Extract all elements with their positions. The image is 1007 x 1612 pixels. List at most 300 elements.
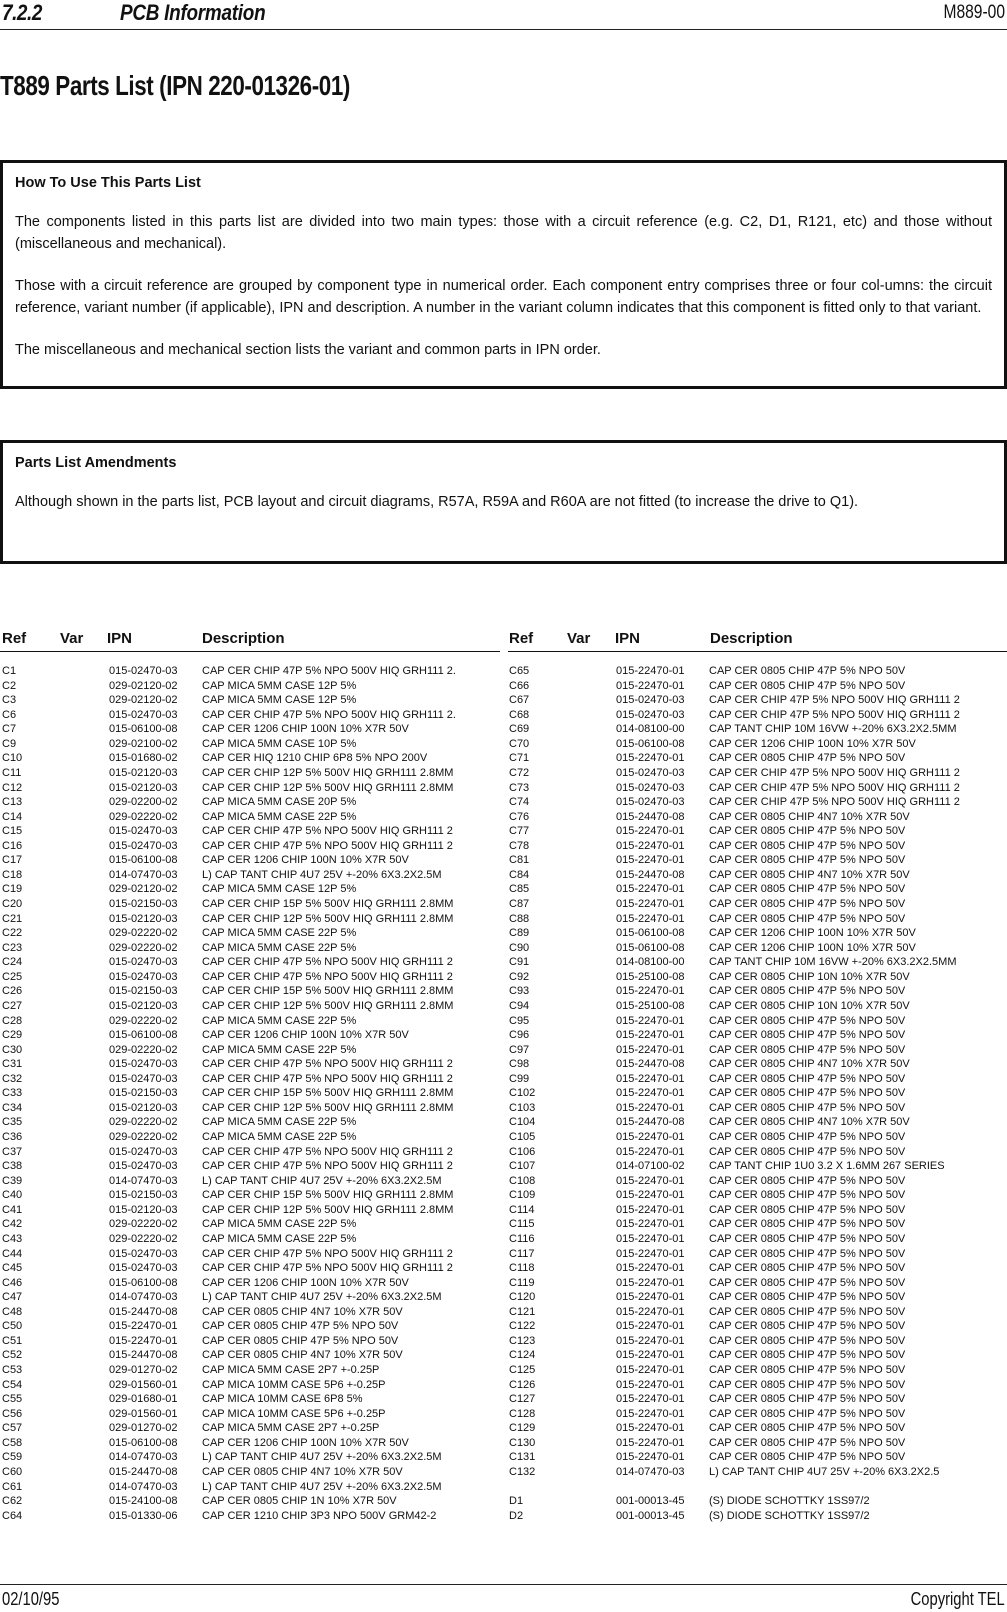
- table-row: [2, 1465, 502, 1480]
- part-ref: C37: [2, 1145, 23, 1158]
- part-description: CAP CER 0805 CHIP 47P 5% NPO 50V: [709, 1072, 906, 1085]
- part-description: CAP CER CHIP 47P 5% NPO 500V HIQ GRH111 2: [202, 825, 453, 838]
- part-ipn: 014-07470-03: [616, 1465, 685, 1478]
- part-ref: C107: [509, 1160, 536, 1173]
- part-ipn: 029-02220-02: [109, 1043, 178, 1056]
- table-row: [509, 926, 1007, 941]
- part-ipn: 015-02120-03: [109, 766, 178, 779]
- part-description: CAP CER 0805 CHIP 47P 5% NPO 50V: [202, 1320, 399, 1333]
- part-ipn: 015-02470-03: [109, 825, 178, 838]
- table-row: [509, 1247, 1007, 1262]
- part-ipn: 015-06100-08: [109, 1029, 178, 1042]
- part-ipn: 029-02120-02: [109, 883, 178, 896]
- table-row: [509, 693, 1007, 708]
- part-ref: C23: [2, 941, 23, 954]
- part-description: CAP TANT CHIP 10M 16VW +-20% 6X3.2X2.5MM: [709, 956, 957, 969]
- part-ipn: 015-22470-01: [616, 1364, 685, 1376]
- page-footer: [0, 1584, 1007, 1612]
- table-row: [509, 1014, 1007, 1029]
- part-description: CAP CER 0805 CHIP 47P 5% NPO 50V: [709, 1145, 906, 1158]
- part-ipn: 015-24100-08: [109, 1495, 178, 1508]
- part-ipn: 015-06100-08: [109, 854, 178, 867]
- right-header-rule: [508, 651, 1007, 652]
- part-ipn: 014-07470-03: [109, 1174, 178, 1187]
- part-ipn: 029-02220-02: [109, 1232, 178, 1245]
- table-row: [2, 1115, 502, 1130]
- part-ipn: 015-24470-08: [616, 868, 685, 881]
- part-description: CAP CER CHIP 47P 5% NPO 500V HIQ GRH111 2: [202, 1072, 453, 1085]
- part-ref: C91: [509, 956, 530, 969]
- part-ref: C97: [509, 1043, 530, 1056]
- part-ref: C85: [509, 883, 530, 896]
- part-description: CAP CER 0805 CHIP 4N7 10% X7R 50V: [202, 1305, 403, 1318]
- part-ipn: 015-06100-08: [109, 723, 178, 736]
- part-description: CAP CER 0805 CHIP 4N7 10% X7R 50V: [202, 1349, 403, 1362]
- part-ref: C6: [2, 708, 17, 721]
- part-ipn: 015-22470-01: [616, 985, 685, 998]
- right-parts-column: [509, 664, 1007, 1523]
- table-row: [509, 1509, 1007, 1524]
- part-ipn: 029-02220-02: [109, 1116, 178, 1129]
- part-ref: C122: [509, 1320, 536, 1333]
- part-ipn: 014-07470-03: [109, 1291, 178, 1304]
- table-row: [2, 1145, 502, 1160]
- part-description: CAP CER CHIP 47P 5% NPO 500V HIQ GRH111 2: [709, 708, 960, 721]
- table-row: [2, 679, 502, 694]
- table-row: [2, 1086, 502, 1101]
- part-description: L) CAP TANT CHIP 4U7 25V +-20% 6X3.2X2.5M: [202, 1480, 442, 1493]
- part-ipn: 015-22470-01: [616, 1014, 685, 1027]
- left-header-rule: [0, 651, 500, 652]
- part-ipn: 015-22470-01: [616, 825, 685, 838]
- table-row: [2, 1101, 502, 1116]
- table-row: [2, 1203, 502, 1218]
- part-ipn: 015-01330-06: [109, 1509, 178, 1522]
- part-ipn: 015-22470-01: [616, 912, 685, 925]
- table-row: [509, 664, 1007, 679]
- part-ref: C32: [2, 1072, 23, 1085]
- table-row: [2, 1028, 502, 1043]
- part-ipn: 015-22470-01: [616, 1291, 685, 1304]
- part-description: CAP CER CHIP 47P 5% NPO 500V HIQ GRH111 2.: [202, 665, 456, 677]
- table-row: [2, 1407, 502, 1422]
- part-ipn: 029-02220-02: [109, 1218, 178, 1231]
- part-ipn: 029-02120-02: [109, 679, 178, 692]
- how-to-use-paragraph: Those with a circuit reference are grouped by component type in numerical order. Each component entry comprises three or four col-umns: the circuit reference, variant number (if applicable), IPN and description. A number in the variant column indicates that this component is fitted only to that variant.: [15, 278, 992, 316]
- table-row: [509, 781, 1007, 796]
- table-row: [2, 1392, 502, 1407]
- part-description: CAP CER CHIP 47P 5% NPO 500V HIQ GRH111 2: [202, 1247, 453, 1260]
- part-ref: C59: [2, 1451, 23, 1464]
- part-ipn: 029-02200-02: [109, 796, 178, 809]
- part-ref: C40: [2, 1189, 23, 1202]
- amendments-paragraph: Although shown in the parts list, PCB layout and circuit diagrams, R57A, R59A and R60A are not fitted (to increase the drive to Q1).: [15, 494, 859, 510]
- table-row: [2, 839, 502, 854]
- table-row: [2, 795, 502, 810]
- part-ipn: 015-22470-01: [616, 1451, 685, 1464]
- table-row: [2, 1494, 502, 1509]
- table-row: [509, 1436, 1007, 1451]
- part-description: CAP CER 0805 CHIP 47P 5% NPO 50V: [709, 1101, 906, 1114]
- part-description: CAP CER 0805 CHIP 47P 5% NPO 50V: [709, 825, 906, 838]
- table-row: [509, 1159, 1007, 1174]
- part-ipn: 015-02470-03: [109, 1145, 178, 1158]
- part-description: CAP CER 0805 CHIP 47P 5% NPO 50V: [709, 1189, 906, 1202]
- part-ref: C130: [509, 1436, 536, 1449]
- part-description: CAP CER 0805 CHIP 47P 5% NPO 50V: [709, 1378, 906, 1391]
- part-ipn: 015-22470-01: [616, 898, 685, 910]
- table-row: [2, 766, 502, 781]
- left-header-description: Description: [202, 630, 285, 647]
- left-parts-column: [2, 664, 502, 1523]
- part-ipn: 015-22470-01: [616, 1232, 685, 1245]
- right-header-description: Description: [710, 630, 793, 647]
- part-ref: C66: [509, 679, 530, 692]
- part-ipn: 015-22470-01: [616, 1203, 685, 1216]
- part-description: CAP CER 0805 CHIP 10N 10% X7R 50V: [709, 999, 910, 1012]
- part-description: CAP CER 1206 CHIP 100N 10% X7R 50V: [202, 1029, 409, 1042]
- part-description: CAP CER HIQ 1210 CHIP 6P8 5% NPO 200V: [202, 752, 428, 765]
- table-row: [509, 868, 1007, 883]
- part-ref: C124: [509, 1349, 536, 1362]
- part-description: CAP CER 1206 CHIP 100N 10% X7R 50V: [202, 1276, 409, 1289]
- table-row: [509, 1086, 1007, 1101]
- part-ref: C28: [2, 1014, 23, 1027]
- table-row: [509, 1392, 1007, 1407]
- table-row: [509, 751, 1007, 766]
- part-ipn: 015-02150-03: [109, 1189, 178, 1202]
- table-row: [2, 1509, 502, 1524]
- part-ref: C62: [2, 1495, 23, 1508]
- part-ipn: 015-06100-08: [616, 927, 685, 940]
- part-ref: C132: [509, 1465, 536, 1478]
- table-row: [509, 737, 1007, 752]
- part-description: CAP MICA 5MM CASE 12P 5%: [202, 694, 357, 707]
- part-description: CAP MICA 5MM CASE 22P 5%: [202, 1116, 357, 1129]
- part-ipn: 014-08100-00: [616, 956, 685, 969]
- part-description: CAP MICA 10MM CASE 5P6 +-0.25P: [202, 1407, 386, 1420]
- table-row: [2, 1319, 502, 1334]
- part-description: CAP CER CHIP 12P 5% 500V HIQ GRH111 2.8MM: [202, 781, 454, 794]
- part-ref: C68: [509, 708, 530, 721]
- part-ref: C52: [2, 1349, 23, 1362]
- part-ipn: 015-22470-01: [616, 1029, 685, 1042]
- table-row: [509, 1101, 1007, 1116]
- part-ipn: 015-06100-08: [616, 737, 685, 750]
- part-ipn: 015-22470-01: [616, 1276, 685, 1289]
- part-description: CAP CER 0805 CHIP 47P 5% NPO 50V: [709, 898, 906, 910]
- part-ref: C116: [509, 1232, 535, 1245]
- table-row: [2, 1378, 502, 1393]
- part-ipn: 015-25100-08: [616, 970, 685, 983]
- part-ref: C35: [2, 1116, 23, 1129]
- part-description: CAP MICA 10MM CASE 5P6 +-0.25P: [202, 1378, 386, 1391]
- table-row: [2, 810, 502, 825]
- table-row: [2, 955, 502, 970]
- right-header-var: Var: [567, 630, 591, 647]
- part-description: (S) DIODE SCHOTTKY 1SS97/2: [709, 1509, 870, 1522]
- part-description: CAP CER 0805 CHIP 47P 5% NPO 50V: [709, 839, 906, 852]
- part-description: CAP CER 0805 CHIP 47P 5% NPO 50V: [709, 1014, 906, 1027]
- part-ipn: 029-02120-02: [109, 694, 178, 707]
- part-description: CAP CER 1206 CHIP 100N 10% X7R 50V: [202, 1436, 409, 1449]
- part-description: CAP CER 0805 CHIP 47P 5% NPO 50V: [709, 883, 906, 896]
- part-ipn: 015-22470-01: [616, 1422, 685, 1435]
- part-ref: C55: [2, 1393, 23, 1406]
- left-header-ref: Ref: [2, 630, 27, 647]
- how-to-use-title: How To Use This Parts List: [15, 175, 201, 191]
- table-row: [509, 795, 1007, 810]
- part-description: CAP CER CHIP 47P 5% NPO 500V HIQ GRH111 2: [202, 1262, 453, 1275]
- part-description: CAP MICA 5MM CASE 2P7 +-0.25P: [202, 1364, 380, 1376]
- part-ref: C33: [2, 1087, 23, 1100]
- part-description: CAP CER 0805 CHIP 47P 5% NPO 50V: [709, 1451, 906, 1464]
- table-row: [2, 1232, 502, 1247]
- part-description: CAP CER 1206 CHIP 100N 10% X7R 50V: [709, 927, 916, 940]
- part-description: CAP CER 0805 CHIP 47P 5% NPO 50V: [709, 1305, 906, 1318]
- part-description: CAP CER 0805 CHIP 4N7 10% X7R 50V: [709, 810, 910, 823]
- part-ipn: 015-22470-01: [616, 1189, 685, 1202]
- part-ref: C2: [2, 679, 17, 692]
- part-description: CAP CER CHIP 47P 5% NPO 500V HIQ GRH111 2: [202, 1058, 453, 1071]
- part-ipn: 029-02220-02: [109, 927, 178, 940]
- part-ipn: 015-02120-03: [109, 781, 178, 794]
- part-description: CAP MICA 5MM CASE 10P 5%: [202, 737, 357, 750]
- part-ref: C53: [2, 1364, 23, 1376]
- part-ref: C95: [509, 1014, 530, 1027]
- part-description: CAP TANT CHIP 1U0 3.2 X 1.6MM 267 SERIES: [709, 1160, 945, 1173]
- part-ref: C72: [509, 766, 530, 779]
- table-row: [509, 853, 1007, 868]
- table-row: [509, 766, 1007, 781]
- part-ref: C76: [509, 810, 530, 823]
- part-ref: C120: [509, 1291, 536, 1304]
- part-ipn: 015-24470-08: [109, 1465, 178, 1478]
- part-ipn: 015-22470-01: [616, 1043, 685, 1056]
- part-ipn: 015-06100-08: [109, 1436, 178, 1449]
- part-ref: C84: [509, 868, 530, 881]
- part-description: CAP MICA 5MM CASE 22P 5%: [202, 1232, 357, 1245]
- table-row: [509, 1043, 1007, 1058]
- part-description: CAP CER 0805 CHIP 47P 5% NPO 50V: [709, 1232, 906, 1245]
- table-row: [509, 1028, 1007, 1043]
- part-ref: C25: [2, 970, 23, 983]
- part-ref: C57: [2, 1422, 23, 1435]
- part-ref: C77: [509, 825, 530, 838]
- part-ref: C64: [2, 1509, 23, 1522]
- part-description: CAP CER 0805 CHIP 4N7 10% X7R 50V: [709, 1058, 910, 1071]
- part-description: L) CAP TANT CHIP 4U7 25V +-20% 6X3.2X2.5M: [202, 1451, 442, 1464]
- part-ref: C73: [509, 781, 530, 794]
- part-ref: C109: [509, 1189, 536, 1202]
- part-ref: C92: [509, 970, 530, 983]
- part-description: CAP MICA 5MM CASE 22P 5%: [202, 1218, 357, 1231]
- part-ref: C3: [2, 694, 17, 707]
- part-ipn: 015-22470-01: [109, 1334, 178, 1347]
- part-ipn: 015-02120-03: [109, 1203, 178, 1216]
- part-ref: C108: [509, 1174, 536, 1187]
- part-description: CAP CER CHIP 12P 5% 500V HIQ GRH111 2.8MM: [202, 912, 454, 925]
- part-ref: C96: [509, 1029, 530, 1042]
- part-description: CAP CER 0805 CHIP 4N7 10% X7R 50V: [709, 1116, 910, 1129]
- part-ipn: 015-22470-01: [616, 1305, 685, 1318]
- part-description: CAP CER 0805 CHIP 47P 5% NPO 50V: [709, 1436, 906, 1449]
- part-ipn: 001-00013-45: [616, 1509, 685, 1522]
- table-row: [2, 941, 502, 956]
- part-ref: C98: [509, 1058, 530, 1071]
- part-ipn: 015-02470-03: [109, 665, 178, 677]
- part-ref: C46: [2, 1276, 23, 1289]
- part-description: CAP CER 1210 CHIP 3P3 NPO 500V GRM42-2: [202, 1509, 437, 1522]
- part-ipn: 015-22470-01: [616, 1174, 685, 1187]
- part-description: CAP CER 0805 CHIP 47P 5% NPO 50V: [709, 1407, 906, 1420]
- table-row: [2, 882, 502, 897]
- part-description: CAP CER 0805 CHIP 47P 5% NPO 50V: [709, 1043, 906, 1056]
- table-row: [509, 999, 1007, 1014]
- part-ipn: 029-01270-02: [109, 1422, 178, 1435]
- part-ipn: 015-22470-01: [109, 1320, 178, 1333]
- part-ref: C50: [2, 1320, 23, 1333]
- part-description: CAP CER CHIP 47P 5% NPO 500V HIQ GRH111 2.: [202, 708, 456, 721]
- part-ref: C14: [2, 810, 23, 823]
- table-row: [2, 1290, 502, 1305]
- footer-copyright: Copyright TEL: [910, 1589, 1005, 1609]
- table-row: [2, 1334, 502, 1349]
- part-ref: C19: [2, 883, 23, 896]
- part-ipn: 015-22470-01: [616, 752, 685, 765]
- part-ref: C129: [509, 1422, 536, 1435]
- table-row: [2, 693, 502, 708]
- part-ref: C12: [2, 781, 23, 794]
- part-description: CAP CER CHIP 15P 5% 500V HIQ GRH111 2.8MM: [202, 985, 454, 998]
- table-row: [2, 1261, 502, 1276]
- part-ipn: 029-01270-02: [109, 1364, 178, 1376]
- part-description: CAP CER CHIP 15P 5% 500V HIQ GRH111 2.8MM: [202, 1087, 454, 1100]
- part-description: CAP CER CHIP 47P 5% NPO 500V HIQ GRH111 2: [202, 1160, 453, 1173]
- table-row: [2, 1072, 502, 1087]
- part-description: L) CAP TANT CHIP 4U7 25V +-20% 6X3.2X2.5M: [202, 1291, 442, 1304]
- part-description: CAP MICA 5MM CASE 22P 5%: [202, 927, 357, 940]
- part-ipn: 015-25100-08: [616, 999, 685, 1012]
- part-ref: D2: [509, 1509, 524, 1522]
- table-row: [509, 810, 1007, 825]
- part-description: CAP CER CHIP 12P 5% 500V HIQ GRH111 2.8MM: [202, 999, 454, 1012]
- table-row: [509, 1407, 1007, 1422]
- part-ref: C103: [509, 1101, 536, 1114]
- part-description: CAP MICA 5MM CASE 20P 5%: [202, 796, 357, 809]
- part-description: CAP CER 0805 CHIP 47P 5% NPO 50V: [709, 1262, 906, 1275]
- table-row: [2, 1450, 502, 1465]
- page-header: [0, 0, 1007, 30]
- part-description: CAP CER 1206 CHIP 100N 10% X7R 50V: [202, 723, 409, 736]
- part-ref: C36: [2, 1131, 23, 1143]
- part-ipn: 015-22470-01: [616, 679, 685, 692]
- part-ref: C60: [2, 1465, 23, 1478]
- part-ipn: 029-02220-02: [109, 941, 178, 954]
- left-header-var: Var: [60, 630, 84, 647]
- part-description: CAP MICA 5MM CASE 12P 5%: [202, 883, 357, 896]
- how-to-use-paragraph: The miscellaneous and mechanical section lists the variant and common parts in IPN order.: [15, 342, 601, 358]
- part-ipn: 015-22470-01: [616, 1262, 685, 1275]
- part-description: CAP MICA 5MM CASE 22P 5%: [202, 1043, 357, 1056]
- part-ref: C39: [2, 1174, 23, 1187]
- table-row: [509, 1319, 1007, 1334]
- table-row: [2, 824, 502, 839]
- part-ipn: 015-22470-01: [616, 1436, 685, 1449]
- part-ipn: 029-01560-01: [109, 1407, 178, 1420]
- part-description: L) CAP TANT CHIP 4U7 25V +-20% 6X3.2X2.5M: [202, 1174, 442, 1187]
- part-description: CAP CER 0805 CHIP 47P 5% NPO 50V: [709, 1364, 906, 1376]
- part-ref: C127: [509, 1393, 536, 1406]
- part-ref: C15: [2, 825, 23, 838]
- table-row: [2, 970, 502, 985]
- part-ipn: 015-24470-08: [616, 1058, 685, 1071]
- table-row: [2, 722, 502, 737]
- table-row: [509, 1130, 1007, 1145]
- part-ipn: 015-22470-01: [616, 1101, 685, 1114]
- part-description: CAP CER 0805 CHIP 4N7 10% X7R 50V: [709, 868, 910, 881]
- part-ipn: 015-06100-08: [616, 941, 685, 954]
- part-ipn: 015-22470-01: [616, 665, 685, 677]
- part-ipn: 015-02470-03: [616, 781, 685, 794]
- part-ref: C88: [509, 912, 530, 925]
- part-ipn: 015-02470-03: [109, 956, 178, 969]
- table-row: [2, 751, 502, 766]
- part-ref: C38: [2, 1160, 23, 1173]
- table-row: [2, 1174, 502, 1189]
- part-ref: C20: [2, 898, 23, 910]
- part-ipn: 015-02120-03: [109, 999, 178, 1012]
- part-ref: C31: [2, 1058, 23, 1071]
- part-ref: C26: [2, 985, 23, 998]
- part-ref: D1: [509, 1495, 524, 1508]
- footer-date: 02/10/95: [2, 1589, 60, 1609]
- part-ipn: 015-02150-03: [109, 1087, 178, 1100]
- part-ref: C69: [509, 723, 530, 736]
- part-ipn: 029-02100-02: [109, 737, 178, 750]
- table-row: [2, 1130, 502, 1145]
- how-to-use-paragraph: The components listed in this parts list are divided into two main types: those with a circuit reference (e.g. C2, D1, R121, etc) and those without (miscellaneous and mechanical).: [15, 214, 992, 252]
- table-row: [509, 1494, 1007, 1509]
- part-ref: C126: [509, 1378, 536, 1391]
- table-row: [509, 1261, 1007, 1276]
- part-ipn: 015-02120-03: [109, 1101, 178, 1114]
- part-ref: C94: [509, 999, 530, 1012]
- table-row: [509, 1450, 1007, 1465]
- part-ipn: 015-22470-01: [616, 1334, 685, 1347]
- part-description: CAP CER CHIP 47P 5% NPO 500V HIQ GRH111 2: [202, 956, 453, 969]
- part-description: CAP CER CHIP 15P 5% 500V HIQ GRH111 2.8MM: [202, 1189, 454, 1202]
- table-row: [509, 1290, 1007, 1305]
- part-ref: C51: [2, 1334, 23, 1347]
- part-description: CAP CER 0805 CHIP 47P 5% NPO 50V: [709, 1174, 906, 1187]
- table-row: [2, 1057, 502, 1072]
- part-description: CAP CER CHIP 47P 5% NPO 500V HIQ GRH111 2: [709, 781, 960, 794]
- part-ref: C48: [2, 1305, 23, 1318]
- right-header-ref: Ref: [509, 630, 534, 647]
- part-ipn: 015-22470-01: [616, 1349, 685, 1362]
- part-ref: C27: [2, 999, 23, 1012]
- part-ref: C47: [2, 1291, 23, 1304]
- part-description: CAP CER 0805 CHIP 47P 5% NPO 50V: [709, 665, 906, 677]
- part-description: CAP CER 0805 CHIP 4N7 10% X7R 50V: [202, 1465, 403, 1478]
- part-description: CAP MICA 5MM CASE 22P 5%: [202, 810, 357, 823]
- part-ref: C119: [509, 1276, 535, 1289]
- part-ref: C42: [2, 1218, 23, 1231]
- part-ref: C90: [509, 941, 530, 954]
- part-ipn: 015-02470-03: [109, 839, 178, 852]
- part-description: CAP CER 0805 CHIP 47P 5% NPO 50V: [709, 1320, 906, 1333]
